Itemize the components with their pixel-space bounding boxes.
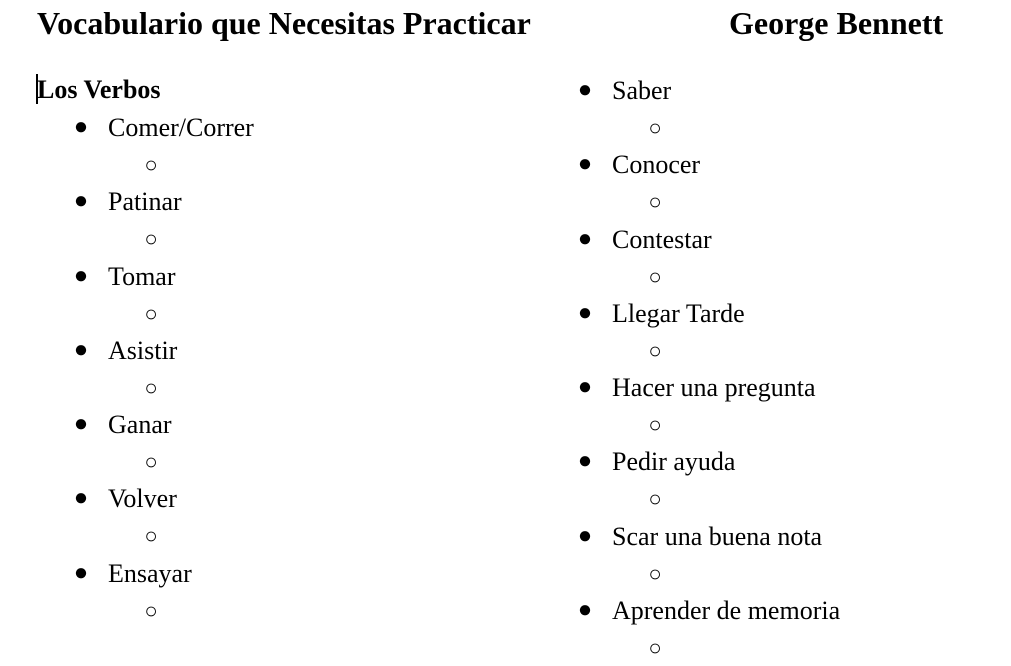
list-item-label[interactable]: Scar una buena nota <box>612 521 823 551</box>
list-item-label[interactable]: Hacer una pregunta <box>612 373 816 403</box>
filled-bullet-icon: ● <box>73 114 89 140</box>
hollow-bullet-icon[interactable]: ○ <box>648 337 662 363</box>
filled-bullet-icon: ● <box>577 77 593 103</box>
hollow-bullet-icon[interactable]: ○ <box>648 635 662 661</box>
hollow-bullet-icon[interactable]: ○ <box>648 189 662 215</box>
hollow-bullet-icon[interactable]: ○ <box>648 486 662 512</box>
filled-bullet-icon: ● <box>577 299 593 326</box>
list-item-label[interactable]: Pedir ayuda <box>612 447 736 477</box>
hollow-bullet-icon[interactable]: ○ <box>144 449 158 475</box>
filled-bullet-icon: ● <box>577 151 593 178</box>
document-title: Vocabulario que Necesitas Practicar <box>37 5 531 41</box>
hollow-bullet-icon[interactable]: ○ <box>144 152 158 177</box>
filled-bullet-icon: ● <box>73 411 89 438</box>
filled-bullet-icon: ● <box>577 374 593 401</box>
list-item-label[interactable]: Volver <box>108 484 177 514</box>
list-item-label[interactable]: Saber <box>612 76 672 105</box>
filled-bullet-icon: ● <box>73 485 89 512</box>
filled-bullet-icon: ● <box>73 262 89 289</box>
hollow-bullet-icon[interactable]: ○ <box>648 412 662 438</box>
hollow-bullet-icon[interactable]: ○ <box>648 263 662 289</box>
filled-bullet-icon: ● <box>577 225 593 252</box>
hollow-bullet-icon[interactable]: ○ <box>144 300 158 326</box>
filled-bullet-icon: ● <box>577 448 593 475</box>
hollow-bullet-icon[interactable]: ○ <box>144 374 158 400</box>
list-item-label[interactable]: Ganar <box>108 410 172 440</box>
list-item-label[interactable]: Comer/Correr <box>108 113 254 142</box>
list-item-label[interactable]: Llegar Tarde <box>612 298 745 328</box>
hollow-bullet-icon[interactable]: ○ <box>648 115 662 140</box>
hollow-bullet-icon[interactable]: ○ <box>144 523 158 549</box>
section-heading[interactable]: Los Verbos <box>37 75 161 104</box>
filled-bullet-icon: ● <box>73 559 89 586</box>
filled-bullet-icon: ● <box>73 336 89 363</box>
list-item-label[interactable]: Conocer <box>612 150 701 180</box>
list-item-label[interactable]: Tomar <box>108 261 176 291</box>
filled-bullet-icon: ● <box>73 188 89 215</box>
list-item-label[interactable]: Patinar <box>108 187 182 217</box>
list-item-label[interactable]: Contestar <box>612 224 712 254</box>
list-item-label[interactable]: Asistir <box>108 335 178 365</box>
hollow-bullet-icon[interactable]: ○ <box>648 560 662 586</box>
author-name: George Bennett <box>729 5 944 41</box>
hollow-bullet-icon[interactable]: ○ <box>144 226 158 252</box>
filled-bullet-icon: ● <box>577 522 593 549</box>
filled-bullet-icon: ● <box>577 597 593 624</box>
hollow-bullet-icon[interactable]: ○ <box>144 597 158 623</box>
list-item-label[interactable]: Ensayar <box>108 558 192 588</box>
list-item-label[interactable]: Aprender de memoria <box>612 596 841 626</box>
